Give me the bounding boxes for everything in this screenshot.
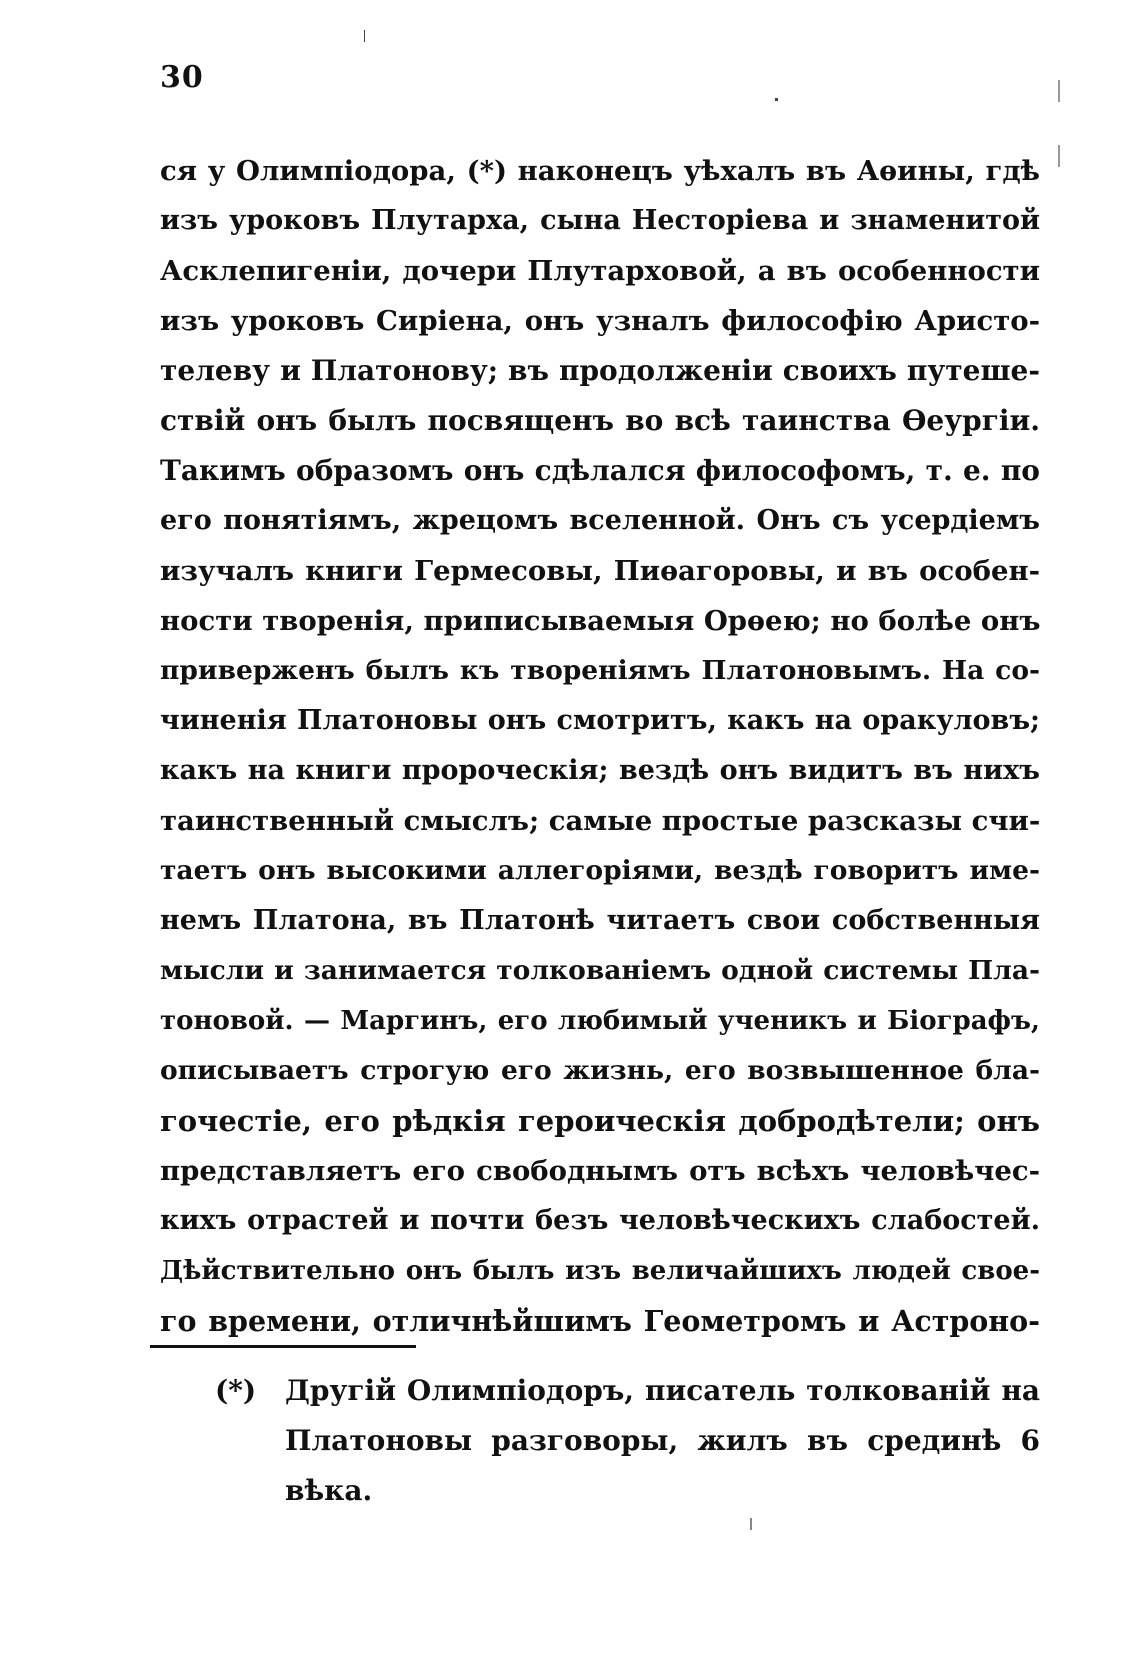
text-line: Асклепигеніи, дочери Плутарховой, а въ особенности — [160, 255, 1040, 287]
text-line: Такимъ образомъ онъ сдѣлался философомъ, т. е. по — [160, 454, 1040, 487]
text-line: ствій онъ былъ посвященъ во всѣ таинства Ѳеургіи. — [160, 404, 1040, 437]
text-line: го времени, отличнѣйшимъ Геометромъ и Астроно- — [160, 1304, 1040, 1338]
text-line: описываетъ строгую его жизнь, его возвышенное бла- — [160, 1055, 1040, 1086]
page-number: 30 — [160, 60, 204, 95]
text-line: ности творенія, приписываемыя Орѳею; но болѣе онъ — [160, 605, 1041, 637]
scan-speck — [775, 98, 778, 101]
text-line: таетъ онъ высокими аллегоріями, вездѣ говоритъ име- — [160, 855, 1040, 886]
scan-speck — [750, 1518, 752, 1530]
footnote-line: Платоновы разговоры, жилъ въ срединѣ 6 — [285, 1424, 1040, 1457]
footnote-divider — [150, 1345, 416, 1348]
footnote — [215, 1366, 1040, 1516]
scan-speck — [1058, 145, 1060, 167]
text-line: ся у Олимпіодора, (*) наконецъ уѣхалъ въ Аѳины, гдѣ — [160, 155, 1040, 187]
text-line: изъ уроковъ Сиріена, онъ узналъ философію Аристо- — [160, 305, 1040, 337]
footnote-line: вѣка. — [285, 1474, 373, 1507]
text-line: Дѣйствительно онъ былъ изъ величайшихъ людей свое- — [160, 1256, 1040, 1286]
text-line: гочестіе, его рѣдкія героическія добродѣтели; онъ — [160, 1104, 1040, 1138]
text-line: изъ уроковъ Плутарха, сына Несторіева и знаменитой — [160, 205, 1040, 236]
text-line: изучалъ книги Гермесовы, Пиѳагоровы, и въ особен- — [160, 555, 1040, 587]
footnote-line — [215, 1366, 1040, 1416]
scan-speck — [364, 30, 365, 42]
text-line: немъ Платона, въ Платонѣ читаетъ свои собственныя — [160, 905, 1040, 936]
text-line: его понятіямъ, жрецомъ вселенной. Онъ съ усердіемъ — [160, 505, 1040, 536]
text-line: мысли и занимается толкованіемъ одной системы Пла- — [160, 955, 1040, 986]
text-line: какъ на книги пророческія; вездѣ онъ видитъ въ нихъ — [160, 755, 1040, 786]
text-line: тоновой. — Маргинъ, его любимый ученикъ и Біографъ, — [160, 1006, 1040, 1036]
scan-speck — [1058, 80, 1060, 102]
text-line: телеву и Платонову; въ продолженіи своихъ путеше- — [160, 354, 1040, 387]
text-line: кихъ отрастей и почти безъ человѣческихъ слабостей. — [160, 1205, 1040, 1236]
text-line: приверженъ былъ къ твореніямъ Платоновымъ. На со- — [160, 655, 1040, 686]
footnote-text: Другій Олимпіодоръ, писатель толкованій на — [285, 1374, 1040, 1407]
main-text — [160, 146, 1040, 1346]
text-line: представляетъ его свободнымъ отъ всѣхъ человѣчес- — [160, 1155, 1040, 1187]
footnote-marker: (*) — [215, 1374, 257, 1407]
text-line: чиненія Платоновы онъ смотритъ, какъ на оракуловъ; — [160, 705, 1040, 736]
text-line: таинственный смыслъ; самые простые разсказы счи- — [160, 805, 1041, 837]
